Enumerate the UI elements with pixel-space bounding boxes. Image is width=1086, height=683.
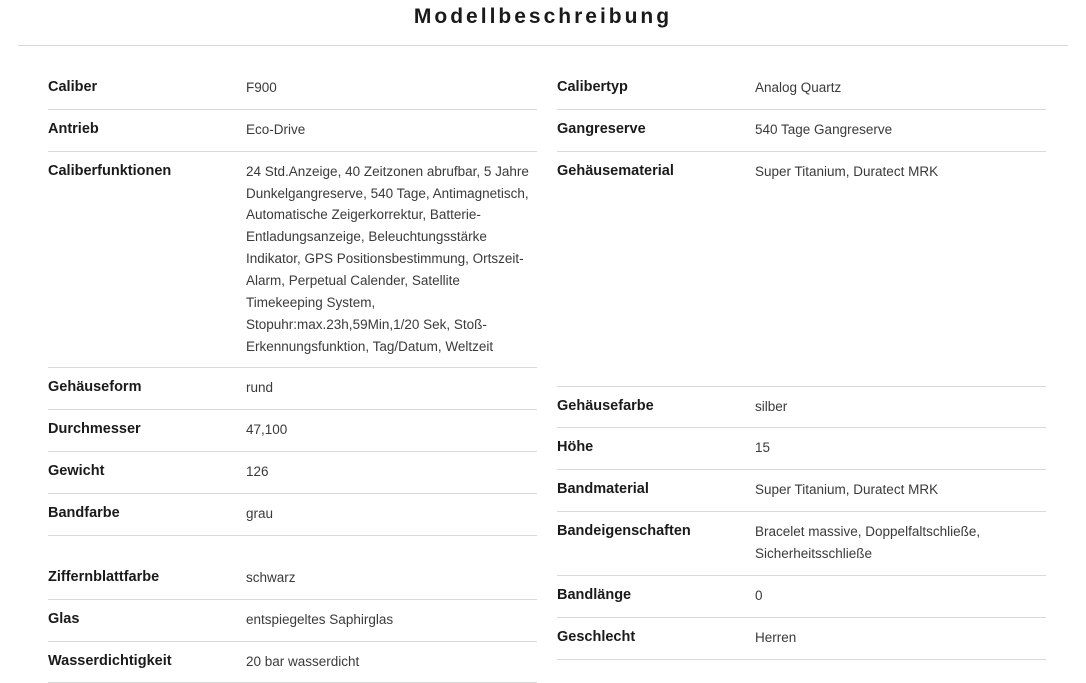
specification-column-right <box>557 68 1046 683</box>
spec-value: Bracelet massive, Doppelfaltschließe, Sicherheitsschließe <box>755 524 981 562</box>
spec-row <box>557 428 1046 470</box>
spec-label: Ziffernblattfarbe <box>48 568 160 585</box>
spec-row <box>48 452 537 494</box>
spec-row <box>48 368 537 410</box>
spec-value: rund <box>246 380 274 396</box>
spec-value: Eco-Drive <box>246 121 306 137</box>
spec-row <box>557 387 1046 429</box>
spec-row <box>557 618 1046 660</box>
spec-spacer <box>48 536 537 558</box>
spec-label: Geschlecht <box>557 628 636 645</box>
spec-row <box>48 642 537 683</box>
spec-row <box>557 576 1046 618</box>
specification-columns <box>0 46 1086 683</box>
spec-row <box>48 68 537 110</box>
spec-value: 126 <box>246 464 269 480</box>
spec-row <box>557 152 1046 387</box>
spec-label: Calibertyp <box>557 79 628 95</box>
spec-label: Gehäusematerial <box>557 162 674 179</box>
spec-label: Höhe <box>557 439 594 456</box>
spec-label: Durchmesser <box>48 421 141 438</box>
spec-value: F900 <box>246 80 277 95</box>
spec-row <box>557 68 1046 110</box>
spec-label: Bandfarbe <box>48 505 120 522</box>
spec-label: Antrieb <box>48 120 99 137</box>
spec-row <box>48 558 537 600</box>
spec-row <box>557 512 1046 576</box>
spec-value: 540 Tage Gangreserve <box>755 121 893 137</box>
spec-value: 47,100 <box>246 422 288 438</box>
spec-value: 15 <box>755 440 771 456</box>
spec-value: Super Titanium, Duratect MRK <box>755 482 939 498</box>
spec-label: Caliberfunktionen <box>48 162 172 179</box>
spec-value: 20 bar wasserdicht <box>246 653 360 669</box>
spec-value: grau <box>246 506 274 522</box>
spec-row <box>48 494 537 536</box>
spec-label: Gangreserve <box>557 120 646 137</box>
spec-value: 24 Std.Anzeige, 40 Zeitzonen abrufbar, 5 Jahre Dunkelgangreserve, 540 Tage, Antimagnetisch, Automatische Zeigerkorrektur, Batterie-Entladungsanzeige, Beleuchtungsstärke Indikator, GPS Positionsbestimmung, Ortszeit-Alarm, Perpetual Calender, Satellite Timekeeping System, Stopuhr:max.23h,59Min,1/20 Sek, Stoß-Erkennungsfunktion, Tag/Datum, Weltzeit <box>246 163 529 354</box>
spec-value: Super Titanium, Duratect MRK <box>755 163 939 179</box>
spec-label: Gewicht <box>48 463 105 480</box>
spec-label: Gehäuseform <box>48 379 142 396</box>
spec-label: Glas <box>48 610 80 627</box>
spec-label: Wasserdichtigkeit <box>48 652 172 669</box>
spec-row <box>557 470 1046 512</box>
spec-value: entspiegeltes Saphirglas <box>246 611 394 627</box>
specification-column-left <box>48 68 537 683</box>
spec-row <box>48 410 537 452</box>
spec-label: Bandmaterial <box>557 481 649 498</box>
spec-value: silber <box>755 398 788 414</box>
spec-value: 0 <box>755 587 763 603</box>
spec-row <box>557 110 1046 152</box>
spec-value: Herren <box>755 629 797 645</box>
spec-label: Gehäusefarbe <box>557 397 654 414</box>
spec-row <box>48 600 537 642</box>
page-title: Modellbeschreibung <box>413 5 673 28</box>
spec-row <box>48 110 537 152</box>
spec-label: Bandlänge <box>557 586 632 603</box>
spec-value: Analog Quartz <box>755 80 842 95</box>
spec-value: schwarz <box>246 569 296 585</box>
spec-label: Caliber <box>48 79 98 95</box>
spec-row <box>48 152 537 369</box>
spec-label: Bandeigenschaften <box>557 523 691 540</box>
